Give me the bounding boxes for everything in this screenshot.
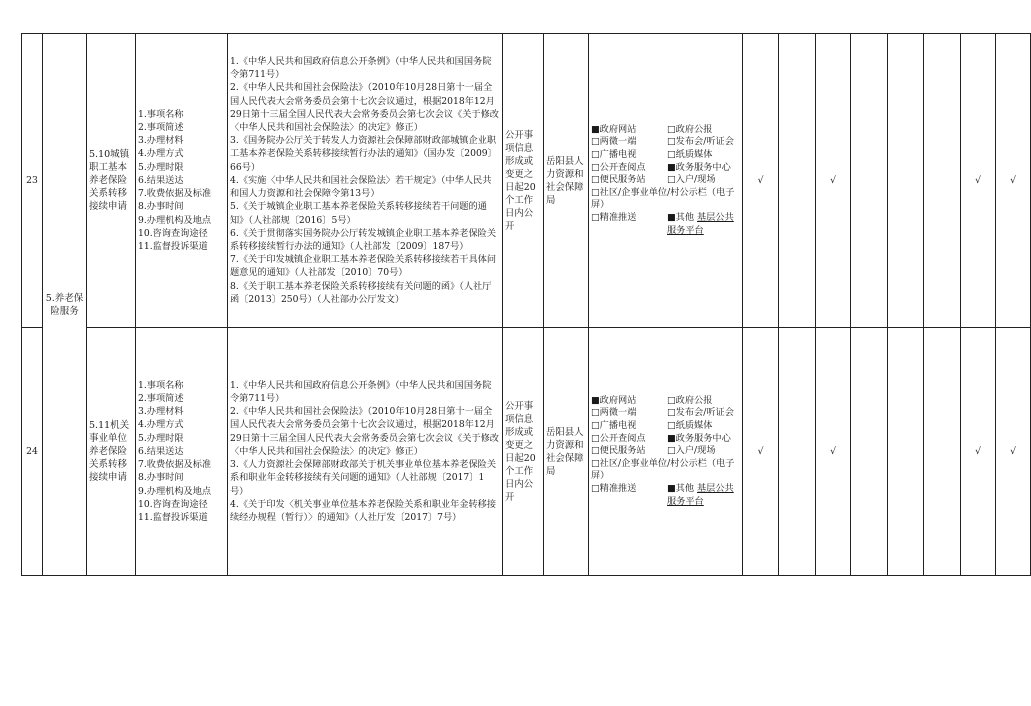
content-list-cell: 1.事项名称 2.事项简述 3.办理材料 4.办理方式 5.办理时限 6.结果送达 7.收费依据及标准 8.办事时间 9.办理机构及地点 10.咨询查询途径 11.监督投诉渠道 xyxy=(136,328,228,576)
check-mark: √ xyxy=(816,328,851,576)
channel-other-detail: 基层公共服务平台 xyxy=(667,211,734,236)
channels-cell xyxy=(589,328,743,576)
check-mark xyxy=(851,34,888,328)
check-mark xyxy=(779,34,816,328)
channel-option: □入户/现场 xyxy=(667,174,716,186)
check-mark xyxy=(888,34,924,328)
channel-option: □入户/现场 xyxy=(667,445,716,457)
channel-option: □社区/企事业单位/村公示栏（电子屏） xyxy=(591,186,735,211)
check-mark xyxy=(924,34,961,328)
check-mark xyxy=(888,328,924,576)
category-cell: 5.养老保险服务 xyxy=(43,34,87,576)
check-mark: √ xyxy=(743,34,779,328)
channel-option xyxy=(667,483,740,508)
channel-option: ■政府网站 xyxy=(591,394,637,406)
subject-cell: 岳阳县人力资源和社会保障局 xyxy=(544,328,589,576)
table-row xyxy=(22,328,1031,576)
channel-list xyxy=(591,395,740,508)
channel-option: □精准推送 xyxy=(591,211,637,223)
item-name-cell: 5.11机关事业单位养老保险关系转移接续申请 xyxy=(87,328,136,576)
channel-option: □纸质媒体 xyxy=(667,420,713,432)
subject-cell: 岳阳县人力资源和社会保障局 xyxy=(544,34,589,328)
check-mark: √ xyxy=(996,34,1031,328)
channel-option: □公开查阅点 xyxy=(591,432,646,444)
disclosure-table xyxy=(21,33,1031,576)
channel-option: □便民服务站 xyxy=(591,445,646,457)
item-name-cell: 5.10城镇职工基本养老保险关系转移接续申请 xyxy=(87,34,136,328)
channel-option: □两微一端 xyxy=(591,136,637,148)
channel-option: □政府公报 xyxy=(667,394,713,406)
legal-basis-cell: 1.《中华人民共和国政府信息公开条例》（中华人民共和国国务院令第711号） 2.《中华人民共和国社会保险法》（2010年10月28日第十一届全国人民代表大会常务委员会第十七次会议通过，根据2018年12月29日第十三届全国人民代表大会常务委员会第七次会议《关于修改〈中华人民共和国社会保险法〉的决定》修正） 3.《国务院办公厅关于转发人力资源社会保障部财政部城镇企业职工基本养老保险关系转移接续暂行办法的通知》（国办发〔2009〕66号） 4.《实施〈中华人民共和国社会保险法〉若干规定》（中华人民共和国人力资源和社会保障令第13号） 5.《关于城镇企业职工基本养老保险关系转移接续若干问题的通知》（人社部规〔2016〕5号） 6.《关于贯彻落实国务院办公厅转发城镇企业职工基本养老保险关系转移接续暂行办法的通知》（人社部发〔2009〕187号） 7.《关于印发城镇企业职工基本养老保险关系转移接续若干具体问题意见的通知》（人社部发〔2010〕70号） 8.《关于职工基本养老保险关系转移接续有关问题的函》（人社厅函〔2013〕250号）（人社部办公厅发文） xyxy=(228,34,503,328)
channel-option: □公开查阅点 xyxy=(591,161,646,173)
legal-basis-cell: 1.《中华人民共和国政府信息公开条例》（中华人民共和国国务院令第711号） 2.《中华人民共和国社会保险法》（2010年10月28日第十一届全国人民代表大会常务委员会第十七次会议通过，根据2018年12月29日第十三届全国人民代表大会常务委员会第七次会议《关于修改〈中华人民共和国社会保险法〉的决定》修正） 3.《人力资源社会保障部财政部关于机关事业单位基本养老保险关系和职业年金转移接续有关问题的通知》（人社部规〔2017〕1号） 4.《关于印发〈机关事业单位基本养老保险关系和职业年金转移接续经办规程（暂行）〉的通知》（人社厅发〔2017〕7号） xyxy=(228,328,503,576)
channel-option: □政府公报 xyxy=(667,123,713,135)
table-row xyxy=(22,34,1031,328)
channel-option: □广播电视 xyxy=(591,420,637,432)
check-mark: √ xyxy=(816,34,851,328)
timeframe-cell: 公开事项信息形成或变更之日起20个工作日内公开 xyxy=(503,328,544,576)
check-mark: √ xyxy=(961,34,996,328)
row-number: 23 xyxy=(22,34,43,328)
check-mark: √ xyxy=(743,328,779,576)
check-mark: √ xyxy=(996,328,1031,576)
timeframe-cell: 公开事项信息形成或变更之日起20个工作日内公开 xyxy=(503,34,544,328)
channels-cell xyxy=(589,34,743,328)
channel-option: □社区/企事业单位/村公示栏（电子屏） xyxy=(591,457,735,482)
channel-option: ■政府网站 xyxy=(591,123,637,135)
channel-option xyxy=(667,212,740,237)
check-mark xyxy=(851,328,888,576)
channel-option: □精准推送 xyxy=(591,482,637,494)
row-number: 24 xyxy=(22,328,43,576)
channel-option: □发布会/听证会 xyxy=(667,407,734,419)
channel-option-other: ■其他 xyxy=(667,211,695,223)
channel-option: □便民服务站 xyxy=(591,174,646,186)
channel-option: ■政务服务中心 xyxy=(667,161,731,173)
channel-option: ■政务服务中心 xyxy=(667,432,731,444)
check-mark: √ xyxy=(961,328,996,576)
channel-other-detail: 基层公共服务平台 xyxy=(667,482,734,507)
channel-option: □纸质媒体 xyxy=(667,149,713,161)
channel-list xyxy=(591,124,740,237)
channel-option: □发布会/听证会 xyxy=(667,136,734,148)
channel-option: □广播电视 xyxy=(591,149,637,161)
channel-option-other: ■其他 xyxy=(667,482,695,494)
channel-option: □两微一端 xyxy=(591,407,637,419)
check-mark xyxy=(924,328,961,576)
check-mark xyxy=(779,328,816,576)
content-list-cell: 1.事项名称 2.事项简述 3.办理材料 4.办理方式 5.办理时限 6.结果送达 7.收费依据及标准 8.办事时间 9.办理机构及地点 10.咨询查询途径 11.监督投诉渠道 xyxy=(136,34,228,328)
